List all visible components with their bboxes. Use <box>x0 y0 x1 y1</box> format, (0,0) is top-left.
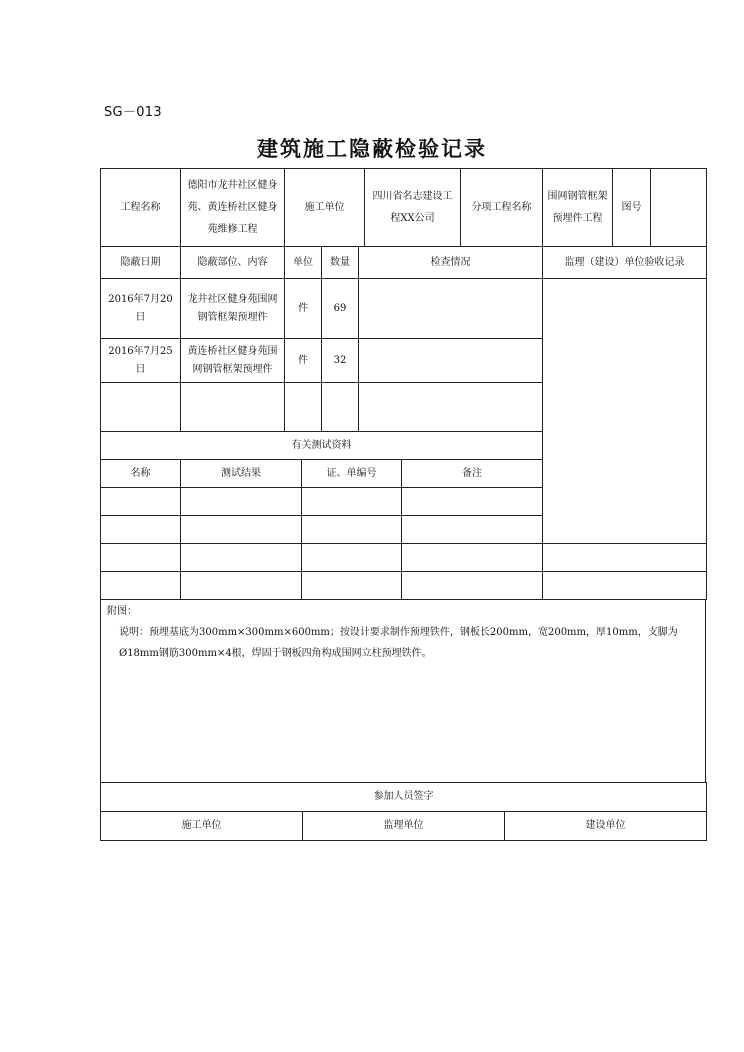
col-inspection-header: 检查情况 <box>359 247 543 279</box>
test-col-name: 名称 <box>101 460 181 488</box>
col-unit-header: 单位 <box>285 247 322 279</box>
signature-title: 参加人员签字 <box>101 783 707 812</box>
construction-unit-value: 四川省名志建设工程XX公司 <box>365 169 461 247</box>
row-location <box>181 383 285 432</box>
supervision-cell <box>543 544 707 572</box>
sub-project-label: 分项工程名称 <box>461 169 543 247</box>
header-table <box>100 168 707 247</box>
col-date-header: 隐蔽日期 <box>101 247 181 279</box>
col-supervision-header: 监理（建设）单位验收记录 <box>543 247 707 279</box>
signature-table <box>100 782 707 841</box>
test-cell <box>101 544 181 572</box>
drawing-no-value <box>651 169 707 247</box>
test-col-cert: 证、单编号 <box>302 460 402 488</box>
test-section-title: 有关测试资料 <box>101 432 543 460</box>
signature-construction-unit: 施工单位 <box>101 812 303 841</box>
test-cell <box>402 572 543 600</box>
row-date: 2016年7月25日 <box>101 339 181 383</box>
col-location-header: 隐蔽部位、内容 <box>181 247 285 279</box>
row-date: 2016年7月20日 <box>101 279 181 339</box>
test-cell <box>181 488 302 516</box>
project-name-value: 德阳市龙井社区健身苑、黄连桥社区健身苑维修工程 <box>181 169 285 247</box>
row-quantity <box>322 383 359 432</box>
row-location: 龙井社区健身苑围网钢管框架预埋件 <box>181 279 285 339</box>
test-cell <box>302 572 402 600</box>
construction-unit-label: 施工单位 <box>285 169 365 247</box>
document-title: 建筑施工隐蔽检验记录 <box>257 137 487 161</box>
supervision-cell <box>543 572 707 600</box>
project-name-label: 工程名称 <box>101 169 181 247</box>
row-location: 黄连桥社区健身苑围网钢管框架预埋件 <box>181 339 285 383</box>
test-cell <box>101 572 181 600</box>
signature-supervision-unit: 监理单位 <box>303 812 505 841</box>
test-cell <box>101 488 181 516</box>
row-inspection <box>359 339 543 383</box>
supervision-record-cell <box>543 279 707 544</box>
test-cell <box>181 544 302 572</box>
row-unit <box>285 383 322 432</box>
test-cell <box>101 516 181 544</box>
test-cell <box>302 516 402 544</box>
document-code: SG－013 <box>104 105 162 120</box>
attachment-text: 说明：预埋基底为300mm×300mm×600mm；按设计要求制作预埋铁件，钢板长200mm，宽200mm，厚10mm，支脚为Ø18mm钢筋300mm×4根，焊固于钢板四角构成围网立柱预埋铁件。 <box>119 627 678 659</box>
signature-owner-unit: 建设单位 <box>505 812 707 841</box>
test-cell <box>302 488 402 516</box>
attachment-label: 附图： <box>107 606 137 617</box>
col-quantity-header: 数量 <box>322 247 359 279</box>
row-inspection <box>359 383 543 432</box>
row-date <box>101 383 181 432</box>
row-quantity: 69 <box>322 279 359 339</box>
row-inspection <box>359 279 543 339</box>
sub-project-value: 围网钢管框架预埋件工程 <box>543 169 613 247</box>
test-cell <box>402 488 543 516</box>
row-unit: 件 <box>285 279 322 339</box>
row-unit: 件 <box>285 339 322 383</box>
drawing-no-label: 图号 <box>613 169 651 247</box>
test-cell <box>181 572 302 600</box>
test-cell <box>181 516 302 544</box>
record-table <box>100 246 707 600</box>
test-cell <box>402 544 543 572</box>
test-col-result: 测试结果 <box>181 460 302 488</box>
test-cell <box>402 516 543 544</box>
row-quantity: 32 <box>322 339 359 383</box>
attachment-table <box>100 599 706 783</box>
test-cell <box>302 544 402 572</box>
test-col-remark: 备注 <box>402 460 543 488</box>
